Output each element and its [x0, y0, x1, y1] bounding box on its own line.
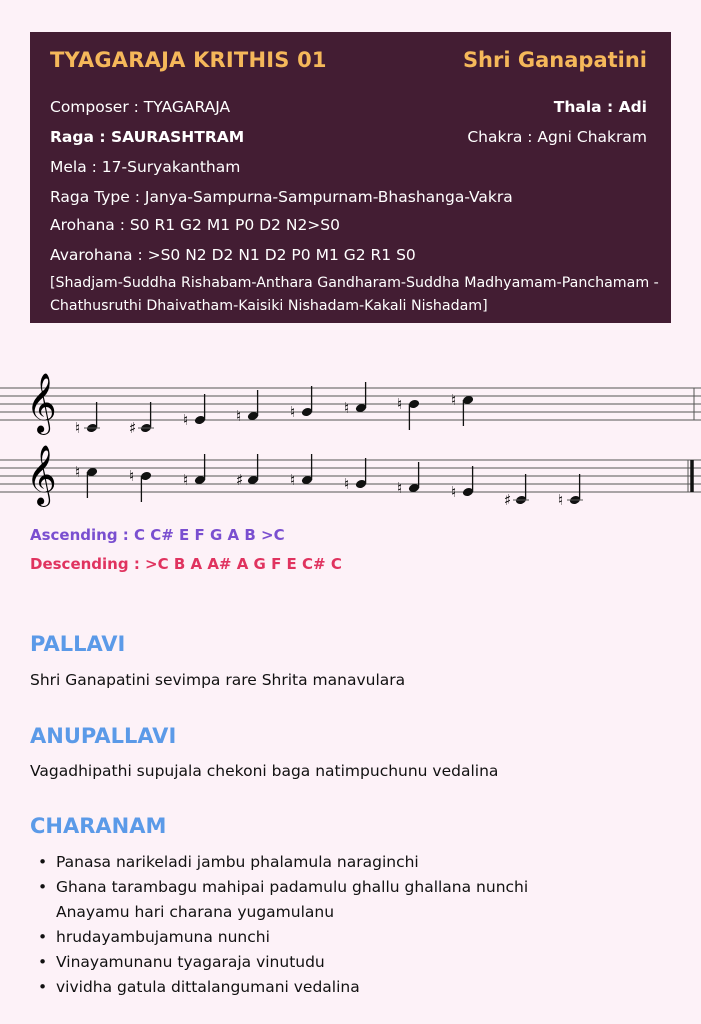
raga: Raga : SAURASHTRAM: [50, 128, 245, 146]
bullet: •: [38, 928, 48, 946]
sharp-icon: ♯: [504, 491, 512, 509]
bullet: •: [38, 978, 48, 996]
treble-clef-icon: 𝄞: [26, 445, 57, 505]
descending-scale: Descending : >C B A A# A G F E C# C: [30, 555, 342, 573]
ascending-scale: Ascending : C C# E F G A B >C: [30, 526, 285, 544]
treble-clef-icon: 𝄞: [26, 373, 57, 433]
mela: Mela : 17-Suryakantham: [50, 158, 241, 176]
notes-ascending: [75, 382, 474, 437]
natural-icon: ♮: [290, 403, 296, 421]
list-item: • Panasa narikeladi jambu phalamula naraginchi: [38, 850, 528, 875]
sharp-icon: ♯: [129, 419, 137, 437]
notes-descending: [75, 454, 583, 509]
thala: Thala : Adi: [553, 98, 647, 116]
swara-names: [Shadjam-Suddha Rishabam-Anthara Gandharam-Suddha Madhyamam-Panchamam -Chathusruthi Dhaivatham-Kaisiki Nishadam-Kakali Nishadam]: [50, 275, 659, 314]
anupallavi-text: Vagadhipathi supujala chekoni baga natimpuchunu vedalina: [30, 762, 499, 780]
natural-icon: ♮: [451, 483, 457, 501]
raga-type: Raga Type : Janya-Sampurna-Sampurnam-Bhashanga-Vakra: [50, 188, 513, 206]
bullet: •: [38, 853, 48, 871]
pallavi-title: PALLAVI: [30, 632, 126, 656]
charanam-lines: [38, 850, 528, 1000]
list-item: • Ghana tarambagu mahipai padamulu ghallu ghallana nunchi: [38, 875, 528, 900]
series-title: TYAGARAJA KRITHIS 01: [50, 48, 327, 72]
bullet: •: [38, 953, 48, 971]
natural-icon: ♮: [75, 419, 81, 437]
arohana: Arohana : S0 R1 G2 M1 P0 D2 N2>S0: [50, 216, 340, 234]
anupallavi-title: ANUPALLAVI: [30, 724, 177, 748]
natural-icon: ♮: [183, 471, 189, 489]
natural-icon: ♮: [75, 463, 81, 481]
natural-icon: ♮: [397, 479, 403, 497]
natural-icon: ♮: [236, 407, 242, 425]
avarohana: Avarohana : >S0 N2 D2 N1 D2 P0 M1 G2 R1 S0: [50, 246, 416, 264]
bullet: •: [38, 878, 48, 896]
natural-icon: ♮: [290, 471, 296, 489]
natural-icon: ♮: [183, 411, 189, 429]
song-title: Shri Ganapatini: [462, 48, 647, 72]
chakra: Chakra : Agni Chakram: [467, 128, 647, 146]
list-item: • vividha gatula dittalangumani vedalina: [38, 975, 528, 1000]
composer: Composer : TYAGARAJA: [50, 98, 231, 116]
staff-lines: [0, 388, 701, 420]
natural-icon: ♮: [558, 491, 564, 509]
raga-info-panel: [30, 32, 671, 323]
natural-icon: ♮: [344, 399, 350, 417]
natural-icon: ♮: [129, 467, 135, 485]
pallavi-text: Shri Ganapatini sevimpa rare Shrita manavulara: [30, 671, 406, 689]
natural-icon: ♮: [344, 475, 350, 493]
staff-descending: [0, 440, 701, 520]
charanam-title: CHARANAM: [30, 814, 167, 838]
list-item: • Vinayamunanu tyagaraja vinutudu: [38, 950, 528, 975]
list-item: • hrudayambujamuna nunchi: [38, 925, 528, 950]
staff-ascending: [0, 360, 701, 440]
natural-icon: ♮: [397, 395, 403, 413]
natural-icon: ♮: [451, 391, 457, 409]
list-item: Anayamu hari charana yugamulanu: [56, 903, 335, 921]
staff-lines: [0, 460, 701, 492]
sharp-icon: ♯: [236, 471, 244, 489]
